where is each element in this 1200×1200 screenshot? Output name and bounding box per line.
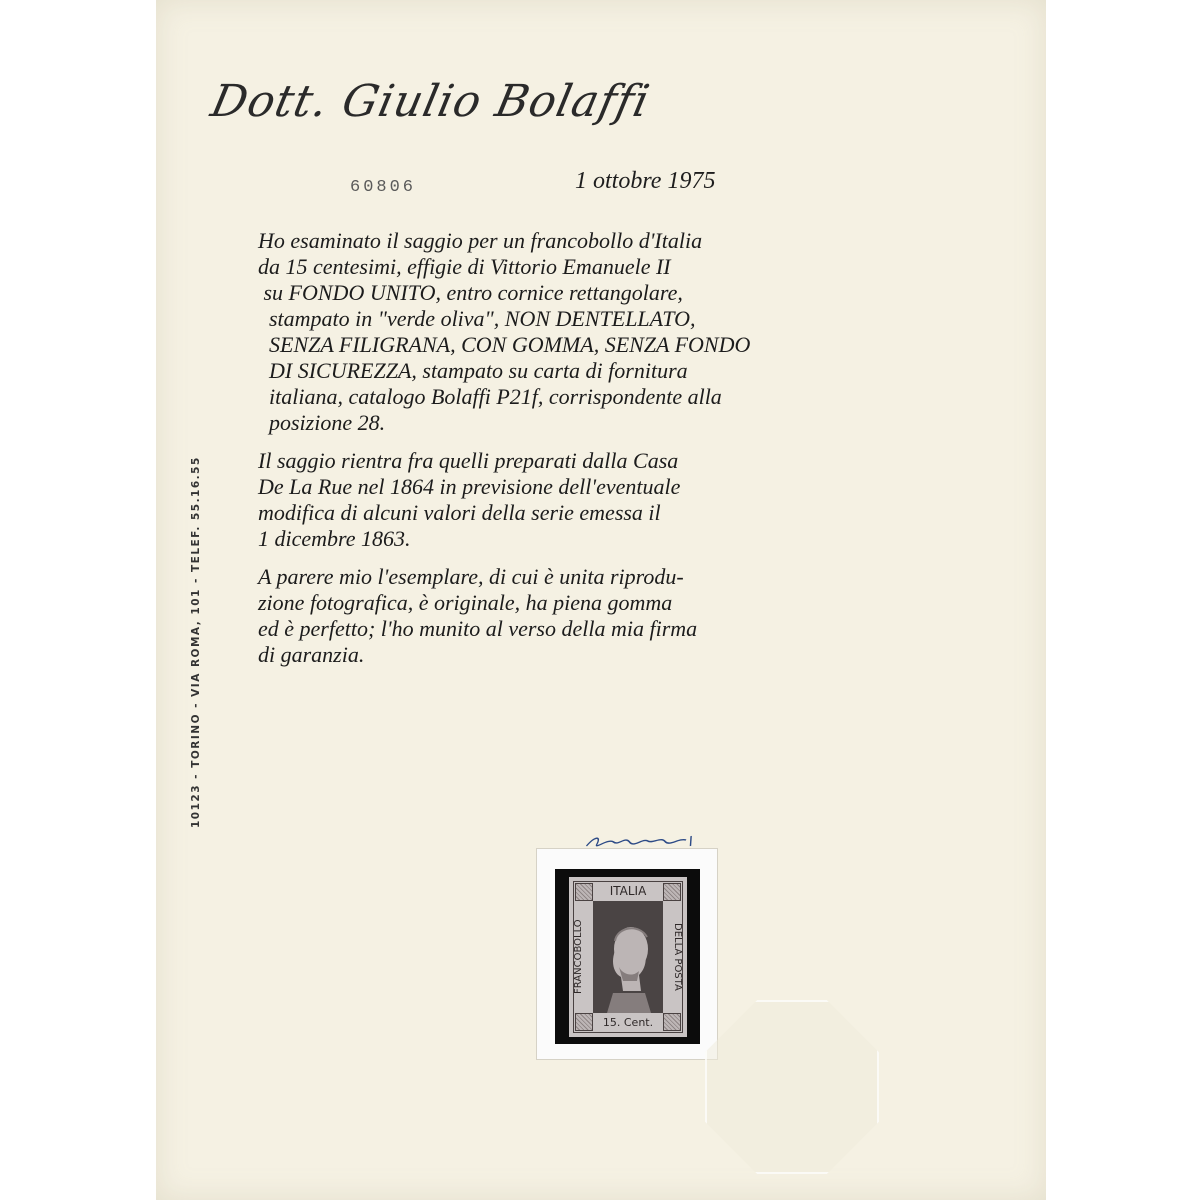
stamp-corner-ornament [575, 1013, 593, 1031]
paragraph-history [258, 448, 948, 552]
text-line: stampato in "verde oliva", NON DENTELLATO, [258, 306, 696, 331]
text-line: modifica di alcuni valori della serie emessa il [258, 500, 661, 525]
text-line: di garanzia. [258, 642, 365, 667]
text-line: su FONDO UNITO, entro cornice rettangolare, [258, 280, 683, 305]
text-line: zione fotografica, è originale, ha piena gomma [258, 590, 673, 615]
certificate-number: 60806 [350, 178, 417, 197]
paragraph-description [258, 228, 948, 436]
text-line: DI SICUREZZA, stampato su carta di fornitura [258, 358, 688, 383]
text-line: SENZA FILIGRANA, CON GOMMA, SENZA FONDO [258, 332, 751, 357]
stamp-left-label: FRANCOBOLLO [573, 919, 584, 995]
certificate-date: 1 ottobre 1975 [575, 168, 716, 194]
stamp-top-label: ITALIA [609, 884, 647, 898]
stamp-corner-ornament [663, 883, 681, 901]
king-profile-icon [593, 901, 663, 1013]
expert-letterhead-signature: Dott. Giulio Bolaffi [206, 76, 655, 127]
stamp-corner-ornament [575, 883, 593, 901]
paragraph-opinion [258, 564, 948, 668]
text-line: da 15 centesimi, effigie di Vittorio Emanuele II [258, 254, 671, 279]
text-line: posizione 28. [258, 410, 386, 435]
stamp-corner-ornament [663, 1013, 681, 1031]
text-line: italiana, catalogo Bolaffi P21f, corrispondente alla [258, 384, 722, 409]
text-line: 1 dicembre 1863. [258, 526, 411, 551]
certificate-body [258, 228, 948, 680]
text-line: ed è perfetto; l'ho munito al verso della mia firma [258, 616, 698, 641]
stamp-portrait [593, 901, 663, 1013]
text-line: Ho esaminato il saggio per un francobollo d'Italia [258, 228, 703, 253]
stamp-mount [555, 869, 700, 1044]
stamp-photograph [536, 848, 718, 1060]
side-address-text: 10123 - TORINO - VIA ROMA, 101 - TELEF. 55.16.55 [190, 456, 202, 828]
text-line: De La Rue nel 1864 in previsione dell'eventuale [258, 474, 681, 499]
stamp-right-label: DELLA POSTA [672, 923, 683, 991]
stamp-value-label: 15. Cent. [602, 1016, 654, 1029]
stamp [569, 877, 687, 1037]
text-line: Il saggio rientra fra quelli preparati dalla Casa [258, 448, 679, 473]
text-line: A parere mio l'esemplare, di cui è unita riprodu- [258, 564, 684, 589]
